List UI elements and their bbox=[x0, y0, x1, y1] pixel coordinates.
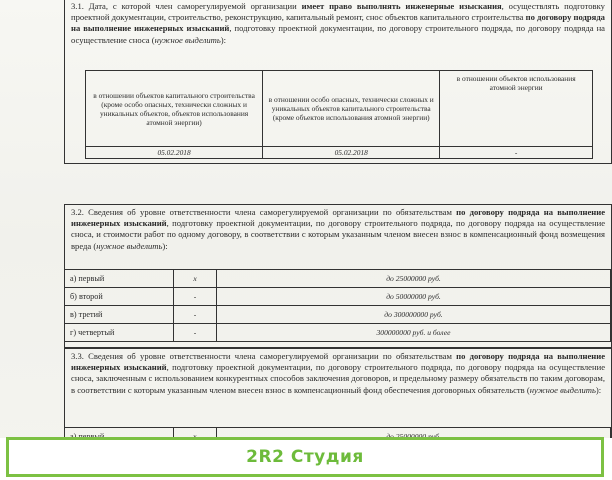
section-3-2 bbox=[64, 204, 612, 348]
table-row bbox=[65, 306, 611, 324]
table-row bbox=[65, 324, 611, 342]
level-mark: - bbox=[174, 324, 217, 342]
level-label: г) четвертый bbox=[65, 324, 174, 342]
table-row bbox=[65, 288, 611, 306]
level-label: а) первый bbox=[65, 270, 174, 288]
date-col-1-header: в отношении объектов капитального строительства (кроме особо опасных, технически сложных и уникальных объектов, объектов использования атомной энергии) bbox=[86, 71, 263, 147]
level-value: до 50000000 руб. bbox=[217, 288, 611, 306]
section-3-3-text: 3.3. Сведения об уровне ответственности члена саморегулируемой организации по обязательствам по договору подряда на выполнение инженерных изысканий, подготовку проектной документации, по договору строительного подряда, по договору подряда на осуществление сноса, заключенным с использованием конкурентных способов заключения договоров, и предельному размеру обязательств по таким договорам, в соответствии с которым указанным членом внесен взнос в компенсационный фонд обеспечения договорных обязательств (нужное выделить): bbox=[71, 351, 606, 395]
date-col-2-header: в отношении особо опасных, технически сложных и уникальных объектов капитального строительства (кроме объектов использования атомной энергии) bbox=[263, 71, 440, 147]
section-3-1-text: 3.1. Дата, с которой член саморегулируемой организации имеет право выполнять инженерные изыскания, осуществлять подготовку проектной документации, строительство, реконструкцию, капитальный ремонт, снос объектов капитального строительства по договору подряда на выполнение инженерных изысканий, подготовку проектной документации, по договору строительного подряда, по договору подряда на осуществление сноса (нужное выделить): bbox=[71, 1, 605, 45]
liability-table bbox=[65, 269, 611, 342]
section-3-2-text: 3.2. Сведения об уровне ответственности члена саморегулируемой организации по обязательствам по договору подряда на выполнение инженерных изысканий, подготовку проектной документации, по договору строительного подряда, по договору подряда на осуществление сноса, и стоимости работ по одному договору, в соответствии с которым указанным членом внесен взнос в компенсационный фонд возмещения вреда (нужное выделить): bbox=[71, 207, 606, 251]
level-mark: - bbox=[174, 306, 217, 324]
level-value: до 300000000 руб. bbox=[217, 306, 611, 324]
level-value: до 25000000 руб. bbox=[217, 270, 611, 288]
level-label: б) второй bbox=[65, 288, 174, 306]
level-mark: x bbox=[174, 270, 217, 288]
section-3-1 bbox=[64, 0, 612, 164]
date-col-3-header: в отношении объектов использования атомной энергии bbox=[440, 71, 593, 147]
table-row bbox=[65, 270, 611, 288]
level-label: в) третий bbox=[65, 306, 174, 324]
date-table bbox=[85, 70, 593, 159]
level-mark: - bbox=[174, 288, 217, 306]
watermark-text: 2R2 Студия bbox=[246, 447, 364, 467]
watermark-banner bbox=[6, 437, 604, 477]
date-value-3: - bbox=[440, 147, 593, 159]
date-value-2: 05.02.2018 bbox=[263, 147, 440, 159]
level-value: 300000000 руб. и более bbox=[217, 324, 611, 342]
date-value-1: 05.02.2018 bbox=[86, 147, 263, 159]
